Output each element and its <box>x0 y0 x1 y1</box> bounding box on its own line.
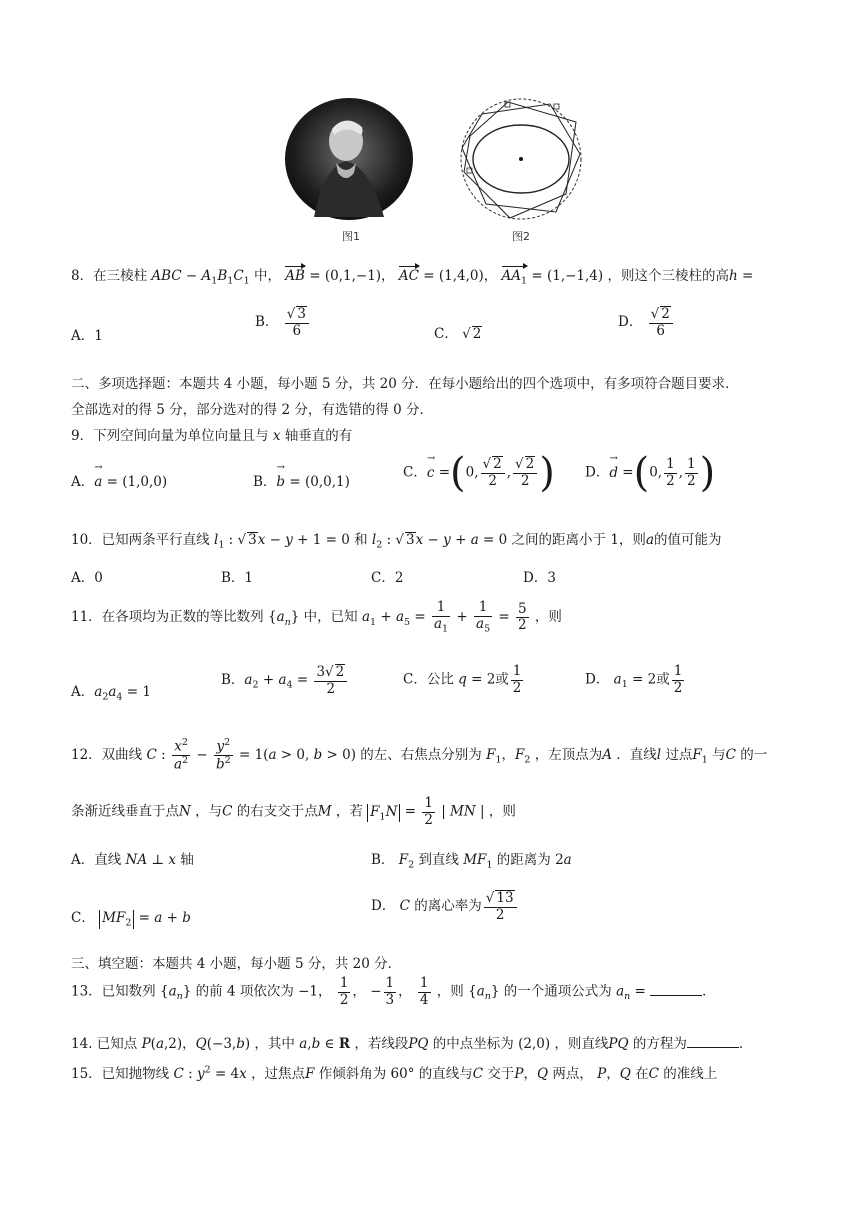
question-12-option-a[interactable]: A．直线 NA ⊥ x 轴 <box>71 852 194 868</box>
question-11-option-d[interactable]: D． $a_1 = 2$或 $\frac{1}{2}$ <box>585 663 683 696</box>
question-11-option-a[interactable]: A．$a_2a_4 = 1$ <box>71 684 151 703</box>
question-10-option-b[interactable]: B．1 <box>221 570 254 586</box>
question-8-option-c[interactable]: C． √ 2 <box>434 326 482 342</box>
question-10-option-a[interactable]: A．0 <box>71 570 103 586</box>
question-8-option-b[interactable]: B． $\frac{√ 3}{6}$ <box>255 306 311 339</box>
question-9-option-b[interactable]: B．→ b = (0,0,1) <box>253 470 350 490</box>
figure-1 <box>284 97 414 221</box>
question-10-option-c[interactable]: C．2 <box>371 570 404 586</box>
portrait-image <box>284 97 414 221</box>
question-13-stem: 13．已知数列 $\{a_n\}$ 的前 4 项依次为 −1， $\frac{1}{2}$ ， − $\frac{1}{3}$ ， $\frac{1}{4}$ ，则 $\{a_n\}$ 的一个通项公式为 $a_n$ = ． <box>71 975 716 1008</box>
question-9-stem: 9．下列空间向量为单位向量且与 x 轴垂直的有 <box>71 428 353 444</box>
question-8-option-d[interactable]: D． $\frac{√ 2}{6}$ <box>618 306 675 339</box>
question-12-option-b[interactable]: B． $F_2$ 到直线 $MF_1$ 的距离为 2a <box>371 852 572 871</box>
question-12-stem-line-2: 条渐近线垂直于点N ，与C 的右支交于点M ，若 $F_1N$ = $\frac{1}{2}$ | MN | ，则 <box>71 795 516 828</box>
question-10-option-d[interactable]: D．3 <box>523 570 556 586</box>
answer-blank-13[interactable] <box>650 981 702 996</box>
answer-blank-14[interactable] <box>687 1033 739 1048</box>
question-12-option-c[interactable]: C． $MF_2 = a + b$ <box>71 910 191 929</box>
question-12-stem-line-1: 12．双曲线 C : $\frac{x^2}{a^2}$ − $\frac{y^2}{b^2}$ = 1(a > 0, b > 0) 的左、右焦点分别为 $F_1$，$F_2$ ，左顶点为A ．直线l 过点$F_1$ 与C 的一 <box>71 737 768 773</box>
ellipse-orthoptic-diagram <box>458 96 584 222</box>
figure-2-caption: 图2 <box>512 230 530 243</box>
figure-2 <box>458 96 584 222</box>
question-9-option-a[interactable]: A．→ a = (1,0,0) <box>71 470 167 490</box>
question-12-option-d[interactable]: D． C 的离心率为 $\frac{√ 13}{2}$ <box>371 890 519 923</box>
question-8-stem: 8．在三棱柱 ABC − $A_1B_1C_1$ 中， AB = (0,1,−1)， AC = (1,4,0)， $AA_1 = (1,-1,4)$ ，则这个三棱柱的高h = <box>71 268 754 287</box>
question-10-stem: 10．已知两条平行直线 $l_1$ : √ 3x − y + 1 = 0 和 $l_2$ : √ 3x − y + a = 0 之间的距离小于 1，则a的值可能为 <box>71 532 722 551</box>
section-2-heading-line-2: 全部选对的得 5 分，部分选对的得 2 分，有选错的得 0 分． <box>71 402 434 418</box>
question-15-stem: 15．已知抛物线 C : $y^2 = 4x$ ，过焦点F 作倾斜角为 60° 的直线与C 交于P，Q 两点， P，Q 在C 的准线上 <box>71 1064 718 1082</box>
section-2-heading-line-1: 二、多项选择题：本题共 4 小题，每小题 5 分，共 20 分．在每小题给出的四个选项中，有多项符合题目要求． <box>71 376 739 392</box>
question-11-option-b[interactable]: B．$a_2 + a_4$ = $\frac{3√ 2}{2}$ <box>221 664 349 697</box>
question-8-option-a[interactable]: A．1 <box>71 328 103 344</box>
section-3-heading: 三、填空题：本题共 4 小题，每小题 5 分，共 20 分． <box>71 956 402 972</box>
question-11-option-c[interactable]: C．公比 q = 2或 $\frac{1}{2}$ <box>403 663 522 696</box>
figure-1-caption: 图1 <box>342 230 360 243</box>
question-9-option-d[interactable]: D．→ d =(0, $\frac{1}{2}$ , $\frac{1}{2}$ ) <box>585 453 715 493</box>
question-11-stem: 11．在各项均为正数的等比数列 $\{a_n\}$ 中，已知 $a_1 + a_5$ = $\frac{1}{a_1}$ + $\frac{1}{a_5}$ = $\frac{5}{2}$ ，则 <box>71 599 562 635</box>
question-14-stem: 14. 已知点 P(a,2)，Q(−3,b) ，其中 a,b ∈ R ，若线段PQ 的中点坐标为 (2,0) ，则直线PQ 的方程为 ． <box>71 1032 752 1052</box>
question-9-option-c[interactable]: C．→ c =(0, $\frac{√ 2}{2}$ , $\frac{√ 2}{2}$ ) <box>403 453 555 493</box>
